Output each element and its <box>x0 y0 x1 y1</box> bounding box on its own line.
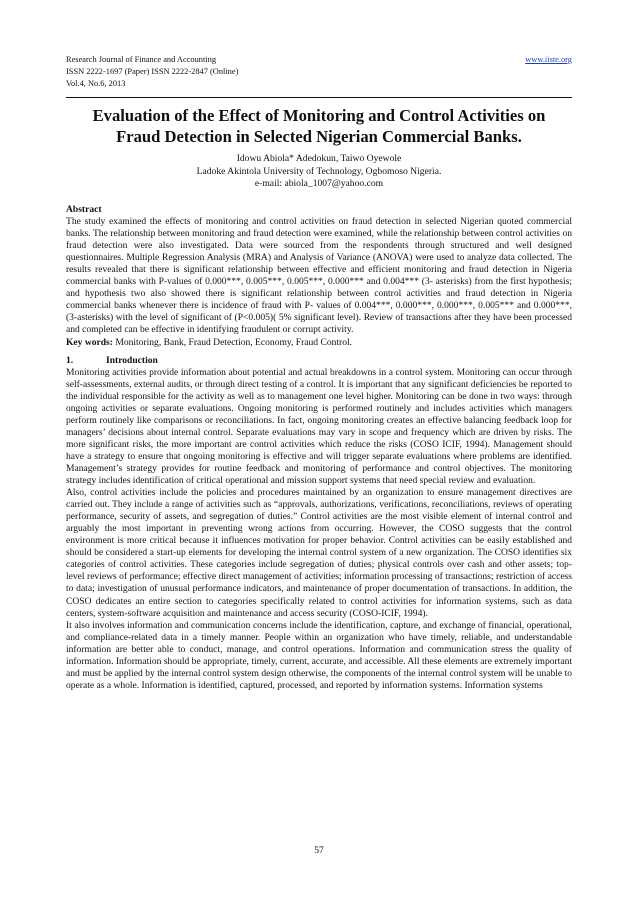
paper-body <box>66 204 572 692</box>
section-number: 1. <box>66 354 74 366</box>
paper-title: Evaluation of the Effect of Monitoring and Control Activities on Fraud Detection in Selected Nigerian Commercial Banks. <box>92 106 546 146</box>
section-title: Introduction <box>106 354 158 366</box>
author-block <box>66 153 572 191</box>
journal-name: Research Journal of Finance and Accounting <box>66 55 217 64</box>
keywords-list: Monitoring, Bank, Fraud Detection, Economy, Fraud Control. <box>112 336 353 348</box>
abstract-heading: Abstract <box>66 204 102 215</box>
intro-paragraph-2: Also, control activities include the policies and procedures maintained by an organization to ensure management directives are carried out. They include a range of activities such as “approvals, authorizations, verifications, reconciliations, reviews of operating performance, security of assets, and segregation of duties.” Control activities are the most visible element of internal control and arguably the most important in preventing wrong actions from occurring. However, the COSO suggests that the control environment is more critical because it influences motivation for proper behavior. Control activities can be easily established and should be considered a start-up elements for developing the internal control system of a new organization. The COSO identifies six categories of control activities. These categories include segregation of duties; physical controls over cash and other assets; top-level reviews of performance; effective direct management of activities; information processing of transactions; restriction of access to data; investigation of unusual performance indicators, and maintenance of proper documentation of transactions. In addition, the COSO dedicates an entire section to categories specifically related to control activities for information systems, such as data centers, system-software acquisition and maintenance and access security (COSO-ICIF, 1994). <box>66 487 572 619</box>
author-affiliation: Ladoke Akintola University of Technology, Ogbomoso Nigeria. <box>196 165 442 177</box>
section-heading <box>66 355 572 367</box>
keywords-label: Key words: <box>66 336 113 348</box>
keywords-line <box>66 337 572 349</box>
intro-paragraph-3: It also involves information and communication concerns include the identification, capture, and exchange of financial, operational, and compliance-related data in a timely manner. People within an organization who have timely, reliable, and understandable information are better able to conduct, manage, and control operations. Information and communication stress the quality of information. Information should be appropriate, timely, current, accurate, and accessible. All these elements are extremely important and must be applied by the internal control system design otherwise, the components of the internal control system will be unable to operate as a whole. Information is identified, captured, processed, and reported by information systems. Information systems <box>66 619 572 691</box>
author-names: Idowu Abiola* Adedokun, Taiwo Oyewole <box>236 153 402 164</box>
journal-volume: Vol.4, No.6, 2013 <box>66 79 126 89</box>
intro-paragraph-1: Monitoring activities provide information about potential and actual breakdowns in a control system. Monitoring can occur through self-assessments, external audits, or through direct testing of a control. It is important that any significant deficiencies be reported to the individual responsible for the activity as well as to management one level higher. Monitoring can be done in two ways: through ongoing activities or separate evaluations. Ongoing monitoring is performed routinely and includes activities which managers perform routinely like comparisons or reconciliations. In fact, ongoing monitoring creates an effective balancing feedback loop for managers’ decisions about internal control. Separate evaluations may vary in scope and frequency which are driven by risks. The more significant risks, the more important are control activities which reduce the risks (COSO ICIF, 1994). Management should have a strategy to ensure that ongoing monitoring is effective and will trigger separate evaluations where problems are identified. Management’s strategy provides for routine feedback and monitoring of performance and control objectives. The monitoring strategy includes identification of critical operational and mission support systems that need special review and evaluation. <box>66 366 572 487</box>
abstract-text: The study examined the effects of monitoring and control activities on fraud detection in selected Nigerian quoted commercial banks. The relationship between monitoring and fraud detection were examined, while the relationship between control activities on fraud detection were also investigated. Data were sourced from the respondents through structured and well designed questionnaires. Multiple Regression Analysis (MRA) and Analysis of Variance (ANOVA) were used to analyze data collected. The results revealed that there is significant relationship between effective and efficient monitoring and fraud detection in Nigeria commercial banks with P-values of 0.000***, 0.005***, 0.005***, 0.000*** and 0.004*** (3- asterisks) from the first hypothesis; and hypothesis two also showed there is significant relationship between control activities and fraud detection in Nigeria commercial banks whenever there is incidence of fraud with P- values of 0.004***, 0.000***, 0.000***, 0.005*** and 0.000***, (3-asterisks) with the level of significant of (P<0.005)( 5% significant level). Review of transactions after they have been processed and completed can be effective in identifying fraudulent or corrupt activity. <box>66 216 572 336</box>
author-email: e-mail: abiola_1007@yahoo.com <box>254 178 384 190</box>
journal-url-link[interactable]: www.iiste.org <box>525 55 572 64</box>
page-number: 57 <box>314 845 324 856</box>
journal-issn: ISSN 2222-1697 (Paper) ISSN 2222-2847 (Online) <box>66 67 239 77</box>
journal-header <box>66 54 572 91</box>
header-divider <box>66 97 572 98</box>
